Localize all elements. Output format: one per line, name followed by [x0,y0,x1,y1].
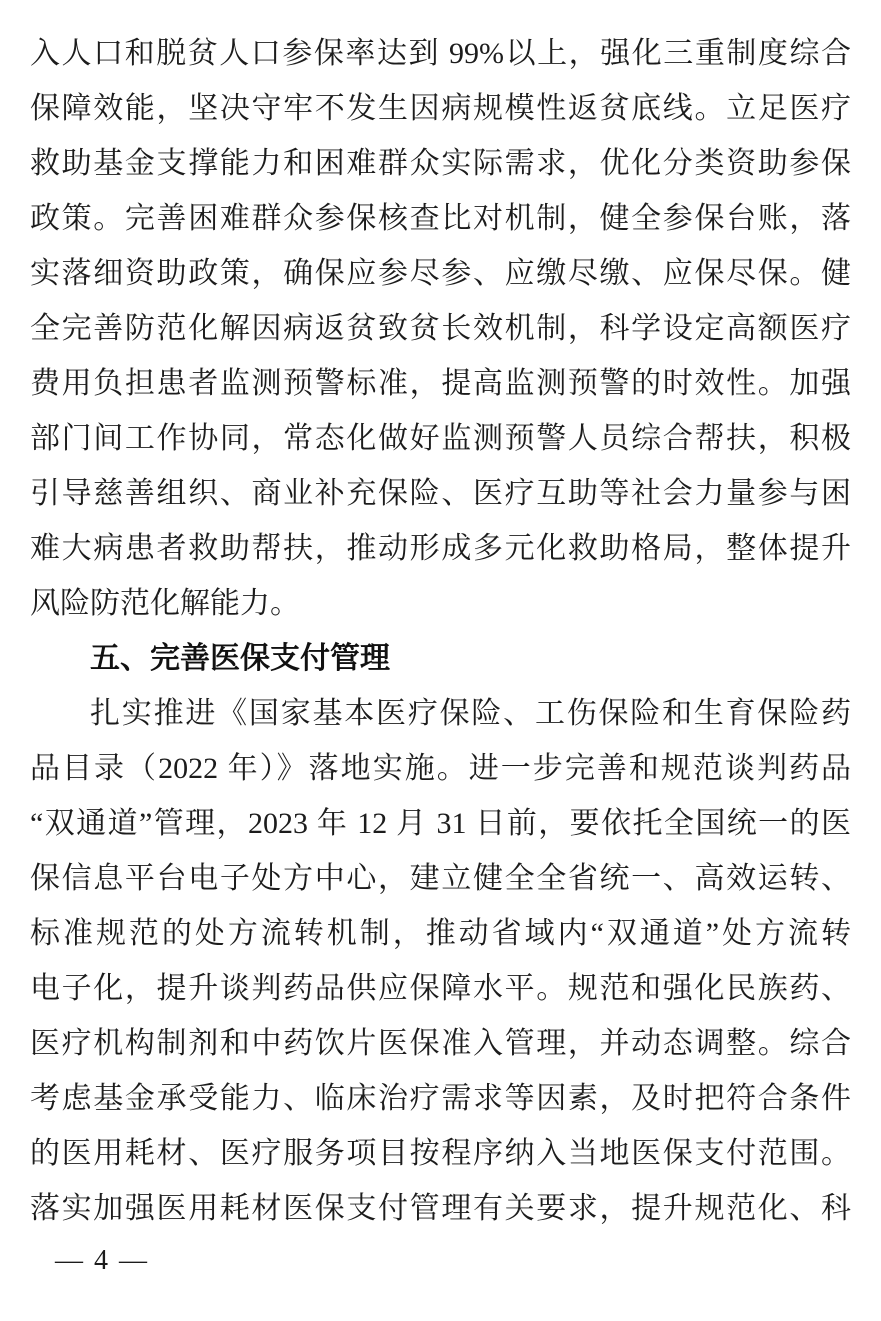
text-line: 保障效能，坚决守牢不发生因病规模性返贫底线。立足医疗 [30,92,851,125]
text-line: 部门间工作协同，常态化做好监测预警人员综合帮扶，积极 [30,422,851,455]
paragraph-1 [30,26,851,631]
text-line: 全完善防范化解因病返贫致贫长效机制，科学设定高额医疗 [30,312,851,345]
text-line: 标准规范的处方流转机制，推动省域内“双通道”处方流转 [30,917,851,950]
paragraph-2 [30,686,851,1236]
section-heading: 五、完善医保支付管理 [90,642,390,675]
page-number: — 4 — [55,1245,149,1276]
text-line: 落实加强医用耗材医保支付管理有关要求，提升规范化、科 [30,1192,851,1225]
text-line: 保信息平台电子处方中心，建立健全全省统一、高效运转、 [30,862,851,895]
text-line: 的医用耗材、医疗服务项目按程序纳入当地医保支付范围。 [30,1137,851,1170]
text-line: 电子化，提升谈判药品供应保障水平。规范和强化民族药、 [30,972,851,1005]
text-line: 入人口和脱贫人口参保率达到 99%以上，强化三重制度综合 [30,37,851,70]
text-line: “双通道”管理，2023 年 12 月 31 日前，要依托全国统一的医 [30,807,851,840]
text-line: 品目录（2022 年）》落地实施。进一步完善和规范谈判药品 [30,752,851,785]
text-line: 费用负担患者监测预警标准，提高监测预警的时效性。加强 [30,367,851,400]
text-line: 实落细资助政策，确保应参尽参、应缴尽缴、应保尽保。健 [30,257,851,290]
text-line: 扎实推进《国家基本医疗保险、工伤保险和生育保险药 [90,697,851,730]
page-footer [55,1245,149,1277]
text-line: 风险防范化解能力。 [30,587,300,620]
text-line: 医疗机构制剂和中药饮片医保准入管理，并动态调整。综合 [30,1027,851,1060]
text-line: 难大病患者救助帮扶，推动形成多元化救助格局，整体提升 [30,532,851,565]
text-line: 政策。完善困难群众参保核查比对机制，健全参保台账，落 [30,202,851,235]
text-line: 引导慈善组织、商业补充保险、医疗互助等社会力量参与困 [30,477,851,510]
text-line: 救助基金支撑能力和困难群众实际需求，优化分类资助参保 [30,147,851,180]
text-line: 考虑基金承受能力、临床治疗需求等因素，及时把符合条件 [30,1082,851,1115]
